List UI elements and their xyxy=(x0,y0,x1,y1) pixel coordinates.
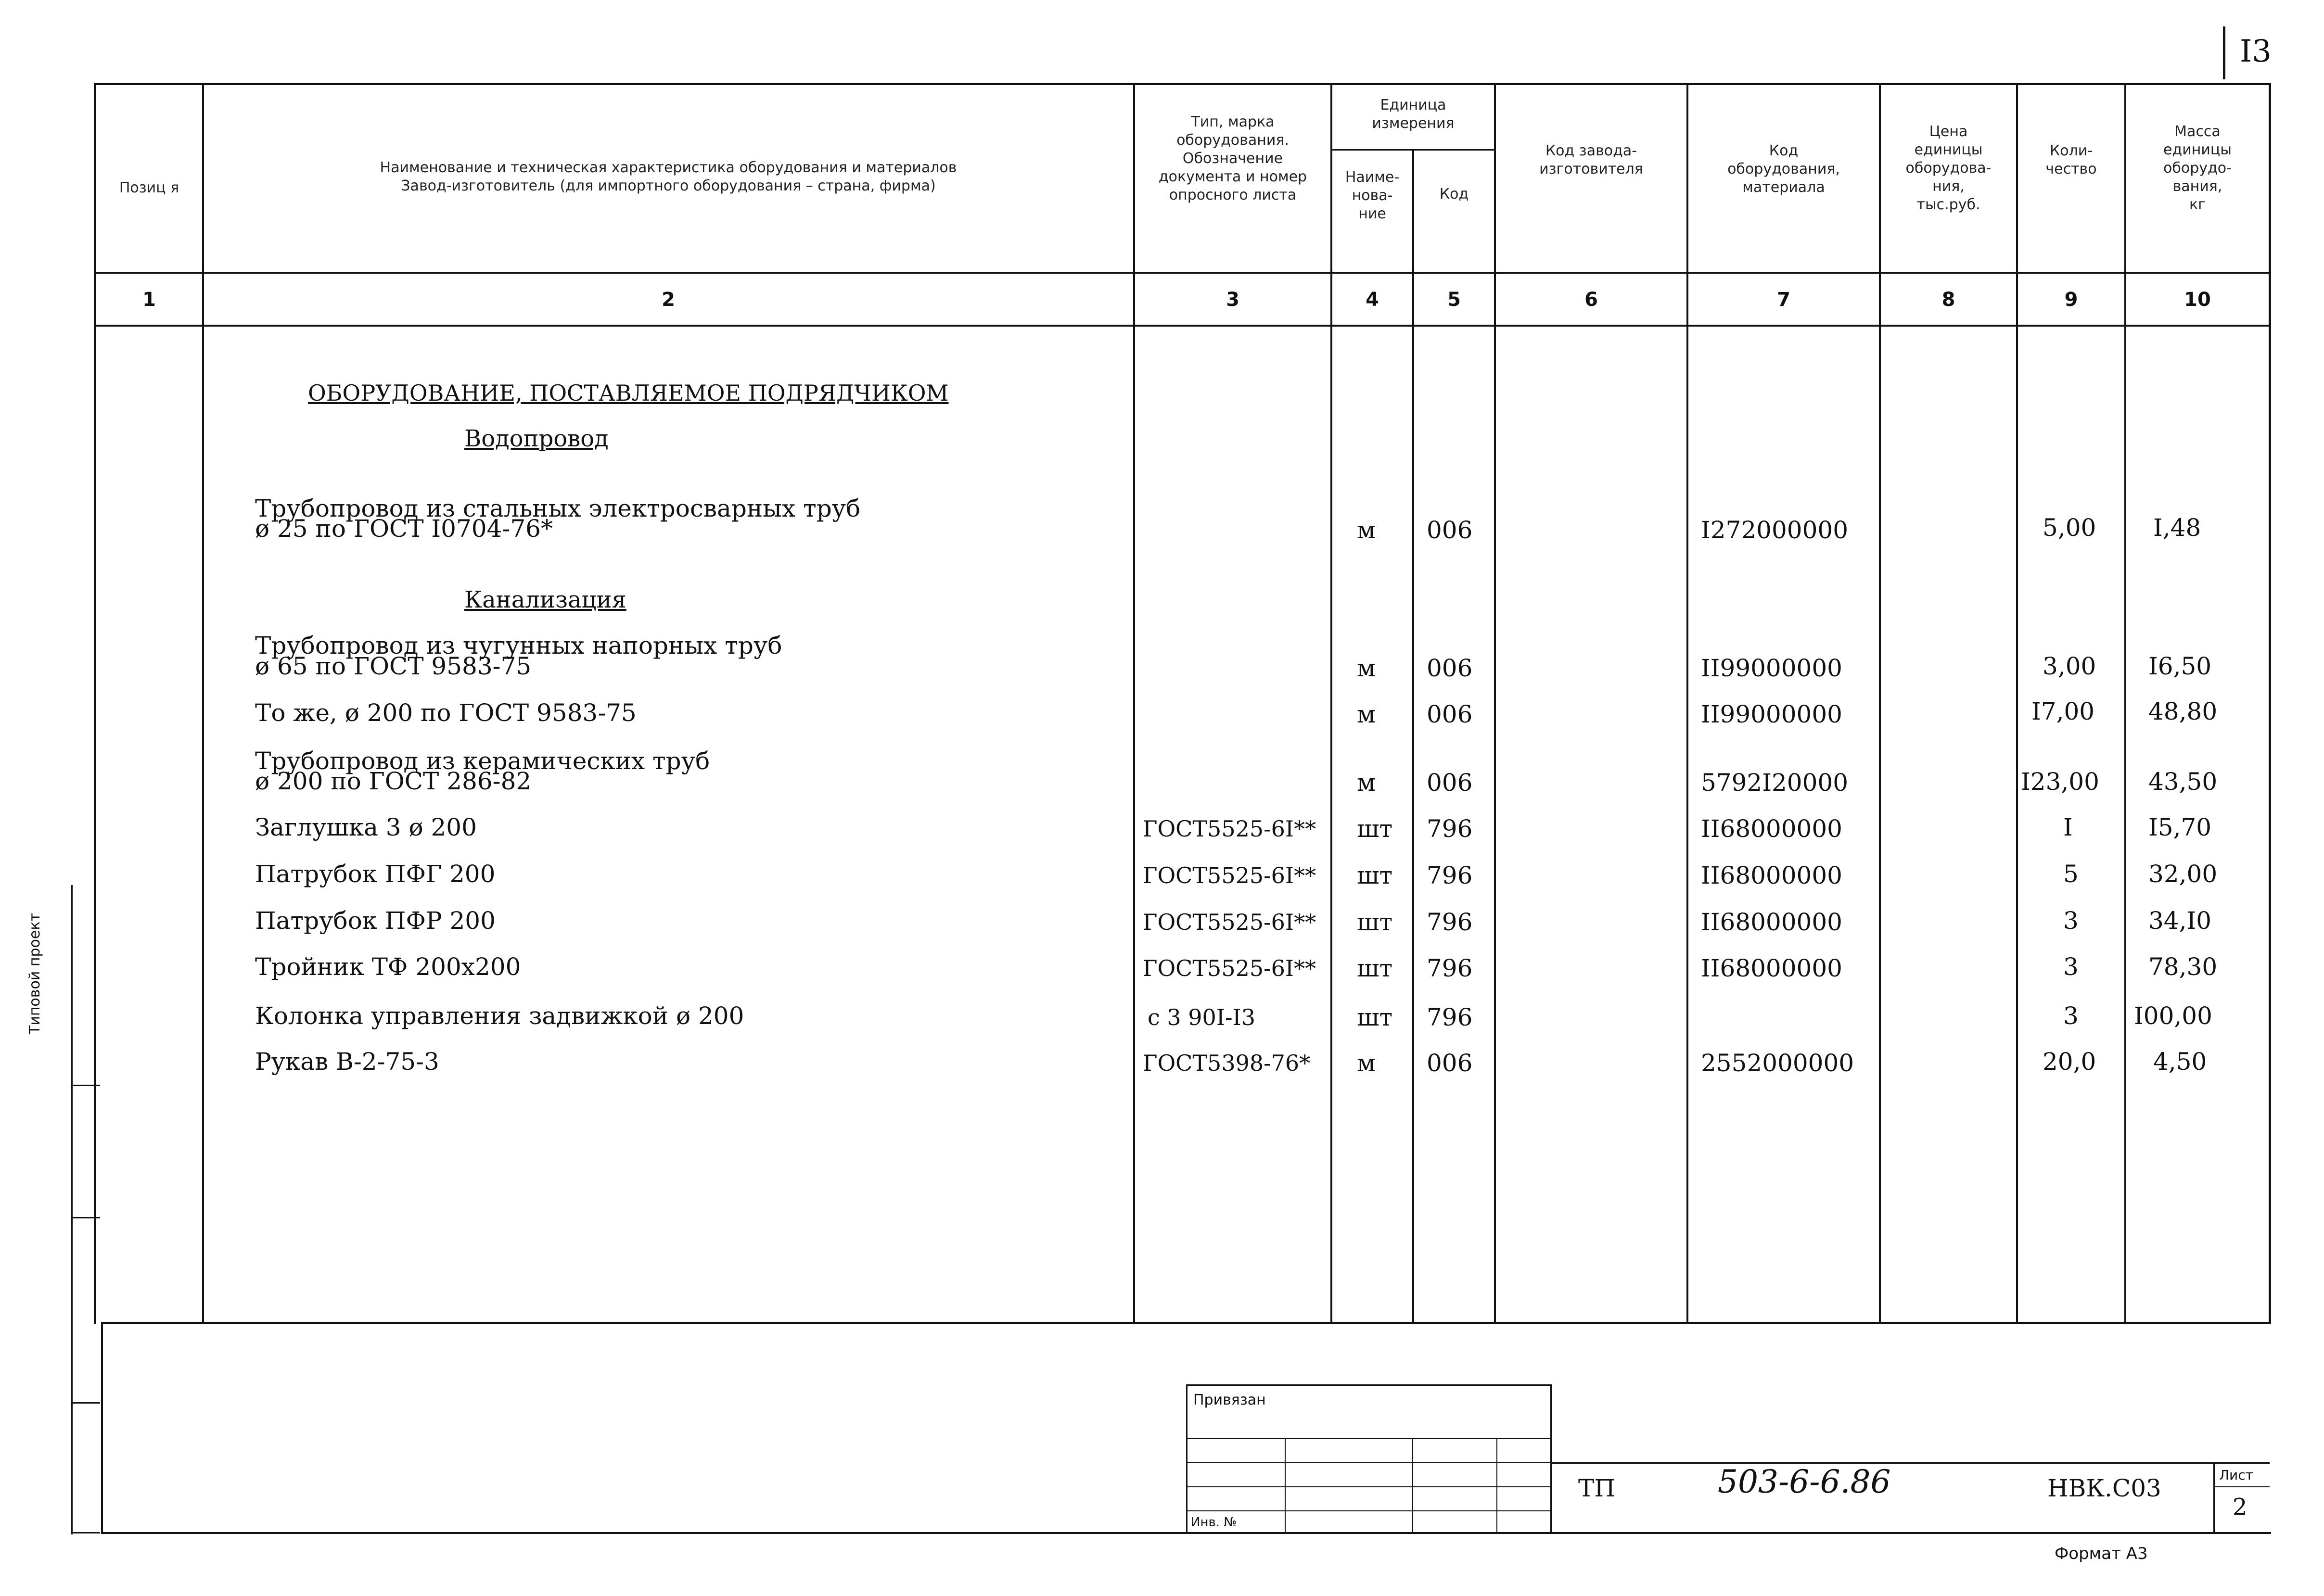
header-manufacturer-code: Код завода- изготовителя xyxy=(1539,142,1643,177)
item-doc: ГОСТ5525-6I** xyxy=(1143,955,1316,981)
header-quantity: Коли- чество xyxy=(2045,142,2097,177)
item-quantity: 5 xyxy=(2063,860,2079,888)
col-number-7: 7 xyxy=(1777,289,1790,311)
subsection-water: Водопровод xyxy=(464,425,609,452)
subsection-sewer: Канализация xyxy=(464,586,626,613)
col-number-10: 10 xyxy=(2184,289,2211,311)
item-doc: с 3 90I-I3 xyxy=(1148,1004,1255,1030)
item-material-code: II68000000 xyxy=(1701,954,1842,982)
item-name-2: ø 25 по ГОСТ I0704-76* xyxy=(255,515,553,543)
side-label: Типовой проект xyxy=(26,913,43,1034)
item-unit-code: 796 xyxy=(1427,954,1473,982)
item-mass: 34,I0 xyxy=(2148,907,2212,935)
item-unit-code: 006 xyxy=(1427,654,1473,682)
item-mass: 48,80 xyxy=(2148,697,2218,725)
col-number-5: 5 xyxy=(1447,289,1461,311)
item-quantity: 20,0 xyxy=(2043,1048,2096,1076)
item-quantity: 3 xyxy=(2063,1002,2079,1030)
header-price: Цена единицы оборудова- ния, тыс.руб. xyxy=(1905,123,1992,213)
header-unit-code: Код xyxy=(1439,186,1469,203)
item-unit: шт xyxy=(1357,908,1393,936)
item-unit-code: 006 xyxy=(1427,700,1473,728)
item-material-code: 5792I20000 xyxy=(1701,769,1849,797)
item-name: Рукав В-2-75-3 xyxy=(255,1048,439,1076)
item-name: Заглушка 3 ø 200 xyxy=(255,813,477,841)
item-quantity: I23,00 xyxy=(2021,768,2099,796)
item-mass: I,48 xyxy=(2153,514,2201,542)
item-unit: м xyxy=(1357,700,1376,728)
item-mass: 78,30 xyxy=(2148,953,2218,981)
item-unit-code: 006 xyxy=(1427,1049,1473,1077)
item-quantity: I xyxy=(2063,813,2073,841)
item-material-code: 2552000000 xyxy=(1701,1049,1854,1077)
item-mass: I6,50 xyxy=(2148,652,2212,680)
item-material-code: II68000000 xyxy=(1701,908,1842,936)
col-number-6: 6 xyxy=(1584,289,1598,311)
col-number-9: 9 xyxy=(2064,289,2078,311)
stamp-privyazan: Привязан xyxy=(1193,1392,1266,1408)
col-number-1: 1 xyxy=(142,289,156,311)
stamp-doc-code: НВК.С03 xyxy=(2047,1474,2161,1502)
item-mass: 43,50 xyxy=(2148,768,2218,796)
item-unit: шт xyxy=(1357,815,1393,843)
item-unit-code: 796 xyxy=(1427,908,1473,936)
item-name-2: ø 65 по ГОСТ 9583-75 xyxy=(255,652,532,680)
header-position: Позиц я xyxy=(119,179,179,196)
item-material-code: I272000000 xyxy=(1701,516,1849,544)
stamp-inv: Инв. № xyxy=(1191,1515,1237,1530)
item-quantity: 3 xyxy=(2063,953,2079,981)
item-name: Трубопровод из стальных электросварных труб xyxy=(255,494,861,522)
format-label: Формат А3 xyxy=(2055,1544,2148,1563)
item-name: Колонка управления задвижкой ø 200 xyxy=(255,1002,744,1030)
item-doc: ГОСТ5525-6I** xyxy=(1143,909,1316,935)
item-material-code: II99000000 xyxy=(1701,700,1842,728)
header-unit-group: Единица измерения xyxy=(1372,97,1455,132)
col-number-8: 8 xyxy=(1941,289,1955,311)
item-name: Тройник ТФ 200х200 xyxy=(255,953,521,981)
col-number-2: 2 xyxy=(662,289,675,311)
page-number: I3 xyxy=(2240,34,2272,69)
item-unit-code: 006 xyxy=(1427,516,1473,544)
stamp-sheet-number: 2 xyxy=(2233,1494,2247,1520)
stamp-sheet-label: Лист xyxy=(2219,1467,2253,1483)
item-name: Трубопровод из чугунных напорных труб xyxy=(255,632,782,659)
item-unit-code: 796 xyxy=(1427,861,1473,889)
item-unit: м xyxy=(1357,654,1376,682)
col-number-4: 4 xyxy=(1366,289,1379,311)
item-name: То же, ø 200 по ГОСТ 9583-75 xyxy=(255,699,637,727)
item-mass: I5,70 xyxy=(2148,813,2212,841)
item-quantity: 3,00 xyxy=(2043,652,2096,680)
item-quantity: I7,00 xyxy=(2031,697,2095,725)
item-unit: м xyxy=(1357,516,1376,544)
item-material-code: II68000000 xyxy=(1701,861,1842,889)
header-name: Наименование и техническая характеристика оборудования и материалов Завод-изготовитель (для импортного оборудования – страна, фирма) xyxy=(380,159,957,194)
item-doc: ГОСТ5525-6I** xyxy=(1143,862,1316,888)
item-unit: шт xyxy=(1357,861,1393,889)
item-unit: шт xyxy=(1357,1003,1393,1031)
header-mass: Масса единицы оборудо- вания, кг xyxy=(2163,123,2232,213)
item-unit-code: 796 xyxy=(1427,1003,1473,1031)
item-mass: 32,00 xyxy=(2148,860,2218,888)
item-doc: ГОСТ5398-76* xyxy=(1143,1050,1311,1076)
item-material-code: II68000000 xyxy=(1701,815,1842,843)
header-material-code: Код оборудования, материала xyxy=(1727,142,1840,196)
item-quantity: 3 xyxy=(2063,907,2079,935)
section-title: ОБОРУДОВАНИЕ, ПОСТАВЛЯЕМОЕ ПОДРЯДЧИКОМ xyxy=(308,380,949,406)
item-name: Трубопровод из керамических труб xyxy=(255,747,710,775)
item-material-code: II99000000 xyxy=(1701,654,1842,682)
col-number-3: 3 xyxy=(1226,289,1239,311)
item-name: Патрубок ПФГ 200 xyxy=(255,860,496,888)
header-unit-name: Наиме- нова- ние xyxy=(1345,169,1400,222)
item-unit: шт xyxy=(1357,954,1393,982)
stamp-project-code: 503-6-6.86 xyxy=(1718,1463,1891,1500)
item-unit-code: 006 xyxy=(1427,769,1473,797)
item-name-2: ø 200 по ГОСТ 286-82 xyxy=(255,767,532,795)
stamp-tp: ТП xyxy=(1578,1474,1615,1502)
item-unit: м xyxy=(1357,1049,1376,1077)
item-name: Патрубок ПФР 200 xyxy=(255,907,496,935)
item-mass: 4,50 xyxy=(2153,1048,2207,1076)
header-type: Тип, марка оборудования. Обозначение документа и номер опросного листа xyxy=(1158,114,1307,203)
item-unit-code: 796 xyxy=(1427,815,1473,843)
item-unit: м xyxy=(1357,769,1376,797)
item-quantity: 5,00 xyxy=(2043,514,2096,542)
item-mass: I00,00 xyxy=(2134,1002,2212,1030)
item-doc: ГОСТ5525-6I** xyxy=(1143,816,1316,842)
